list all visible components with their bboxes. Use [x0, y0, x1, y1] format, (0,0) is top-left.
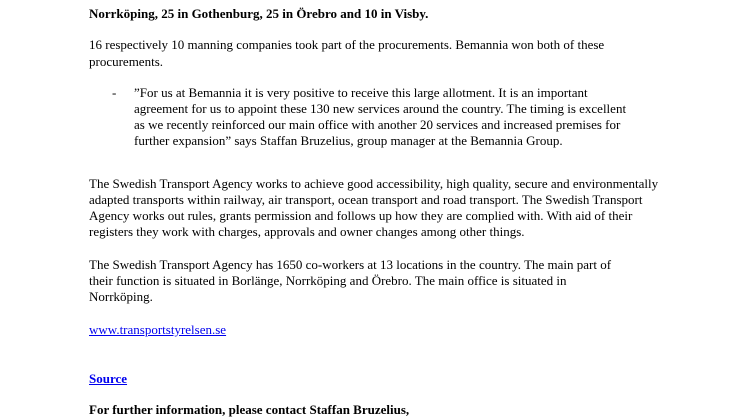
- paragraph-coworkers-line-2: their function is situated in Borlänge, Norrköping and Örebro. The main office is situated in: [89, 273, 567, 288]
- quote-line-2: agreement for us to appoint these 130 new services around the country. The timing is excellent: [134, 101, 627, 116]
- paragraph-coworkers-line-3: Norrköping.: [89, 289, 153, 304]
- intro-bold-line: Norrköping, 25 in Gothenburg, 25 in Örebro and 10 in Visby.: [89, 6, 429, 21]
- paragraph-coworkers-line-1: The Swedish Transport Agency has 1650 co-workers at 13 locations in the country. The main part of: [89, 257, 612, 272]
- quote-line-4: further expansion” says Staffan Bruzelius, group manager at the Bemannia Group.: [134, 133, 563, 148]
- paragraph-agency-line-3: Agency works out rules, grants permission and follows up how they are complied with. With aid of their: [89, 208, 633, 223]
- paragraph-procurements-line-1: 16 respectively 10 manning companies took part of the procurements. Bemannia won both of these: [89, 37, 605, 52]
- contact-line: For further information, please contact Staffan Bruzelius,: [89, 402, 410, 417]
- quote-line-3: as we recently reinforced our main office with another 20 services and increased premises for: [134, 117, 621, 132]
- quote-bullet: -: [112, 85, 117, 100]
- paragraph-agency-line-1: The Swedish Transport Agency works to achieve good accessibility, high quality, secure and environmentally: [89, 176, 659, 191]
- quote-line-1: ”For us at Bemannia it is very positive to receive this large allotment. It is an important: [134, 85, 588, 100]
- source-link-row: [89, 371, 127, 387]
- paragraph-agency-line-2: adapted transports within railway, air transport, ocean transport and road transport. The Swedish Transport: [89, 192, 643, 207]
- paragraph-procurements-line-2: procurements.: [89, 54, 164, 69]
- paragraph-agency-line-4: registers they work with charges, approvals and owner changes among other things.: [89, 224, 525, 239]
- website-link[interactable]: www.transportstyrelsen.se: [89, 322, 227, 337]
- website-link-row: [89, 322, 226, 338]
- source-link[interactable]: Source: [89, 371, 128, 386]
